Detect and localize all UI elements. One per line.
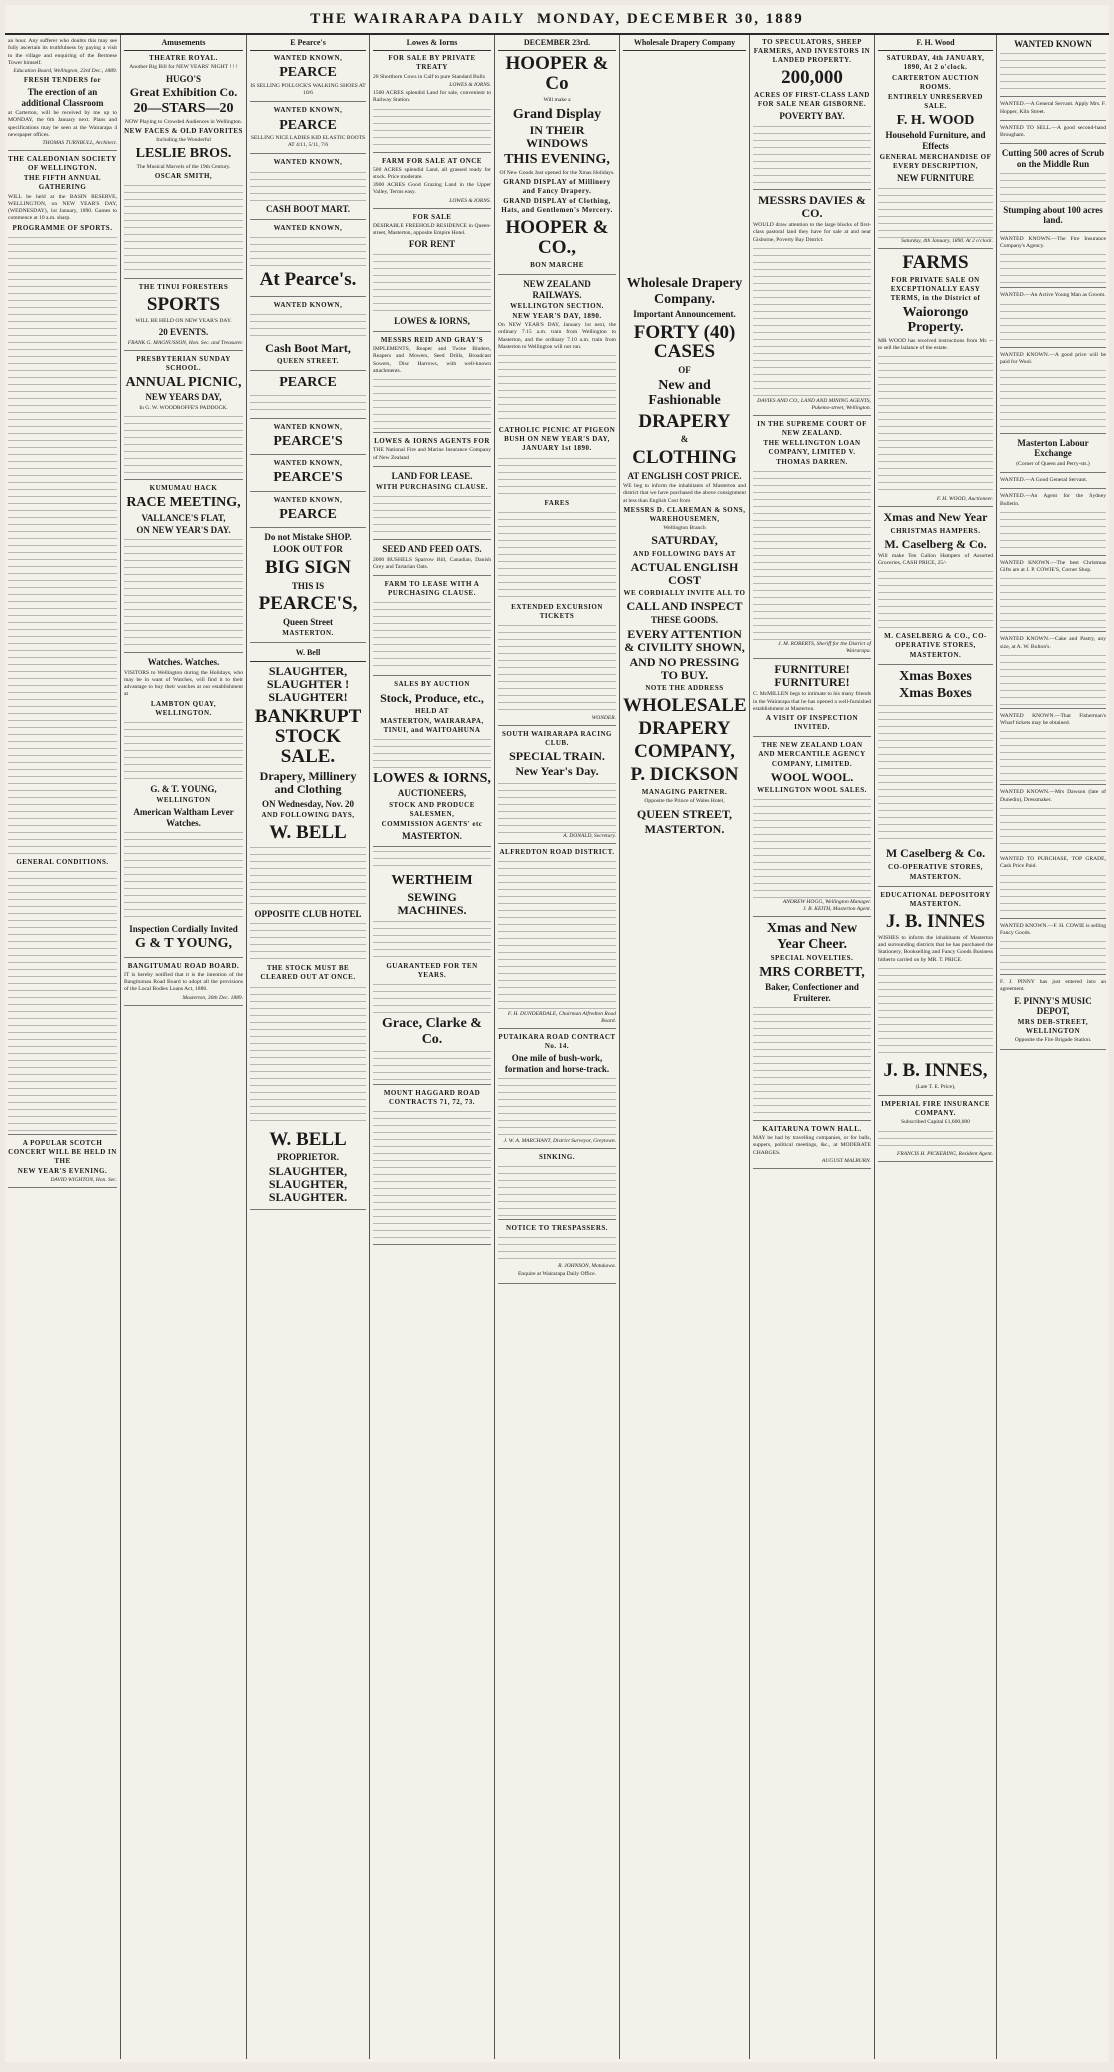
auction-sales-ad: SALES BY AUCTION Stock, Produce, etc., HELD AT MASTERTON, WAIRARAPA, TINUI, and WAITOAHUNA LOWES & IORNS, AUCTIONEERS, STOCK AND PRODUCE SALESMEN, COMMISSION AGENTS' etc MASTERTON. [373, 680, 491, 847]
column-heading: Wholesale Drapery Company [623, 37, 746, 51]
railways-notice: NEW ZEALAND RAILWAYS. WELLINGTON SECTION. NEW YEAR'S DAY, 1890. On NEW YEAR'S DAY, January 1st next, the ordinary 7.15 a.m. train from Wellington to Masterton, and the ordinary 7.10 a.m. train from Masterton to Wellington will not run. CATHOLIC PICNIC AT PIGEON BUSH ON NEW YEAR'S DAY, JANUARY 1st 1890. FARES EXTENDED EXCURSION TICKETS WONDER. [498, 279, 616, 726]
bankrupt-stock-ad: SLAUGHTER, SLAUGHTER ! SLAUGHTER! BANKRUPT STOCK SALE. Drapery, Millinery and Clothing ON Wednesday, Nov. 20 AND FOLLOWING DAYS, W. BELL OPPOSITE CLUB HOTEL THE STOCK MUST BE CLEARED OUT AT ONCE. W. BELL PROPRIETOR. SLAUGHTER, SLAUGHTER, SLAUGHTER. [250, 665, 366, 1211]
farms-ad: FARMS FOR PRIVATE SALE ON EXCEPTIONALLY EASY TERMS, in the District of Waiorongo Property. MR WOOD has received instructions from Mr. -- to sell the balance of the estate. F. H. WOOD, Auctioneer. [878, 253, 993, 508]
residence-sale-ad: FOR SALE DESIRABLE FREEHOLD RESIDENCE in Queen-street, Masterton, opposite Empire Hotel. FOR RENT LOWES & IORNS, [373, 213, 491, 332]
auction-rooms-ad: SATURDAY, 4th JANUARY, 1890, At 2 o'clock. CARTERTON AUCTION ROOMS. ENTIRELY UNRESERVED SALE. F. H. WOOD Household Furniture, and Effects GENERAL MERCHANDISE OF EVERY DESCRIPTION, NEW FURNITURE Saturday, 4th January, 1890. At 2 o'clock. [878, 54, 993, 248]
furniture-ad: FURNITURE! FURNITURE! C. McMILLEN begs to intimate to his many friends in the Wairarapa that he has opened a well-furnished establishment at Masterton. A VISIT OF INSPECTION INVITED. [753, 663, 871, 737]
column-6-wholesale-drapery [620, 35, 750, 2059]
hooper-display-ad: HOOPER & Co Will make a Grand Display IN THEIR WINDOWS THIS EVENING, Of New Goods Just opened for the Xmas Holidays. GRAND DISPLAY of Millinery and Fancy Drapery. GRAND DISPLAY of Clothing, Hats, and Gentlemen's Mercery. HOOPER & CO., BON MARCHE [498, 54, 616, 275]
pearce-ad-5: WANTED KNOWN, Cash Boot Mart, QUEEN STREET. [250, 301, 366, 371]
wanted-5: WANTED KNOWN.—A good price will be paid for Wool. [1000, 352, 1106, 435]
column-2-amusements [121, 35, 247, 2059]
wholesale-drapery-ad: Wholesale Drapery Company. Important Announcement. FORTY (40) CASES OF New and Fashionable DRAPERY & CLOTHING AT ENGLISH COST PRICE. WE beg to inform the inhabitants of Masterton and district that we have purchased the above consignment at less than English Cost from MESSRS D. CLAREMAN & SONS, WAREHOUSEMEN, Wellington Branch SATURDAY, AND FOLLOWING DAYS AT ACTUAL ENGLISH COST WE CORDIALLY INVITE ALL TO CALL AND INSPECT THESE GOODS. EVERY ATTENTION & CIVILITY SHOWN, AND NO PRESSING TO BUY. NOTE THE ADDRESS WHOLESALE DRAPERY COMPANY, P. DICKSON MANAGING PARTNER. Opposite the Prince of Wales Hotel, QUEEN STREET, MASTERTON. [623, 276, 747, 836]
scrub-cutting-ad: Cutting 500 acres of Scrub on the Middle Run Stumping about 100 acres land. [1000, 148, 1106, 231]
w-bell-heading: W. Bell [250, 647, 366, 661]
big-sign-ad: Do not Mistake SHOP. LOOK OUT FOR BIG SIGN THIS IS PEARCE'S, Queen Street MASTERTON. [250, 532, 366, 643]
sewing-machines-ad: WERTHEIM SEWING MACHINES. GUARANTEED FOR TEN YEARS. Grace, Clarke & Co. [373, 851, 491, 1085]
watches-ad: Watches. Watches. VISITORS to Wellington during the Holidays, who may be in want of Watches, will find it to their advantage to buy their watches at our establishment at LAMBTON QUAY, WELLINGTON. G. & T. YOUNG, WELLINGTON American Waltham Lever Watches. Inspection Cordially Invited G & T YOUNG, [124, 657, 243, 957]
special-train-ad: SOUTH WAIRARAPA RACING CLUB. SPECIAL TRAIN. New Year's Day. A. DONALD, Secretary. [498, 730, 616, 844]
wanted-3: WANTED KNOWN.—The Fire Insurance Company's Agency. [1000, 236, 1106, 289]
wanted-4: WANTED.—An Active Young Man as Groom. [1000, 292, 1106, 347]
column-3-pearces [247, 35, 370, 2059]
pearce-ad-6: PEARCE [250, 375, 366, 418]
tinui-sports-ad: THE TINUI FORESTERS SPORTS WILL BE HELD ON NEW YEAR'S DAY. 20 EVENTS. FRANK G. MAGNUSSON, Hon. Sec. and Treasurer. [124, 283, 243, 351]
wanted-12: WANTED TO PURCHASE, TOP GRADE, Cash Price Paid. [1000, 856, 1106, 919]
pearce-ad-9: WANTED KNOWN, PEARCE [250, 496, 366, 528]
column-1 [5, 35, 121, 2059]
wanted-11: WANTED KNOWN.—Mrs Dawson (late of Dunedin), Dressmaker. [1000, 789, 1106, 852]
pearce-ad-1: WANTED KNOWN, PEARCE IS SELLING POLLOCK'S WALKING SHOES AT 10/6 [250, 54, 366, 102]
column-5-hooper [495, 35, 620, 2059]
insurance-ad: IMPERIAL FIRE INSURANCE COMPANY. Subscribed Capital £1,600,000 FRANCIS H. PICKERING, Resident Agent. [878, 1100, 993, 1162]
hampers-ad: Xmas and New Year CHRISTMAS HAMPERS. M. Caselberg & Co. Will make Ten Gallon Hampers of Assorted Groceries, CASH PRICE, 25/- M. CASELBERG & CO., CO-OPERATIVE STORES, MASTERTON. [878, 511, 993, 664]
wanted-known-ad: WANTED KNOWN [1000, 39, 1106, 97]
innes-ad: EDUCATIONAL DEPOSITORY MASTERTON. J. B. INNES WISHES to inform the inhabitants of Masterton and surrounding districts that he has purchased the Stationery, Bookselling and Fancy Goods Business hitherto carried on by MR. T. PRICE. J. B. INNES, (Late T. E. Price), [878, 891, 993, 1096]
opening-text: an hour. Any sufferer who doubts this may see fully ascertain its truthfulness by paying a visit to the village and enquiring of the Bermese Tower himself. [8, 38, 117, 66]
wanted-10: WANTED KNOWN.—That Fisherman's Wharf tickets may be obtained. [1000, 713, 1106, 786]
private-treaty-ad: FOR SALE BY PRIVATE TREATY 20 Shorthorn Cows in Calf to pure Standard Bulls LOWES & IORNS. 1500 ACRES splendid Land for sale, convenient to Railway Station. [373, 54, 491, 152]
column-heading: F. H. Wood [878, 37, 993, 51]
road-contract-ad: PUTAIKARA ROAD CONTRACT No. 14. One mile of bush-work, formation and horse-track. J. W. A. MARCHANT, District Surveyor, Greytown. [498, 1033, 616, 1149]
wanted-13: WANTED KNOWN.—F. H. COWIE is selling Fancy Goods. [1000, 923, 1106, 976]
theatre-royal-ad: THEATRE ROYAL. Another Big Bill for NEW YEARS' NIGHT ! ! ! HUGO'S Great Exhibition Co. 20—STARS—20 NOW Playing to Crowded Audiences in Wellington. NEW FACES & OLD FAVORITES Including the Wonderful LESLIE BROS. The Musical Marvels of the 19th Century. OSCAR SMITH, [124, 54, 243, 279]
road-board-notice: BANGITUMAU ROAD BOARD. IT is hereby notified that it is the intention of the Bangitumau Road Board to adopt all the provisions of the Local Bodies Loans Act, 1886. Masterton, 30th Dec. 1889. [124, 962, 243, 1006]
column-9-wanted [997, 35, 1109, 2059]
programme-text-block [8, 237, 117, 857]
pearce-ad-4: WANTED KNOWN, At Pearce's. [250, 224, 366, 297]
wanted-2: WANTED TO SELL.—A good second-hand Brougham. [1000, 125, 1106, 145]
implements-ad: MESSRS REID AND GRAY'S IMPLEMENTS, Reaper and Twine Binders, Reapers and Mowers, Seed Drills, Broadcast Sowers, Disc Harrows, with well-known attachments. [373, 336, 491, 433]
conditions-text-block [8, 871, 117, 1131]
caledonian-society-ad: THE CALEDONIAN SOCIETY OF WELLINGTON. THE FIFTH ANNUAL GATHERING WILL be held at the BASIN RESERVE, WELLINGTON, on NEW YEAR'S DAY, (WEDNESDAY), 1st January, 1890. Games to commence at 10 a.m. sharp. PROGRAMME OF SPORTS. GENERAL CONDITIONS. [8, 155, 117, 1135]
corbett-ad: Xmas and New Year Cheer. SPECIAL NOVELTIES. MRS CORBETT, Baker, Confectioner and Fruiterer. [753, 921, 871, 1121]
insurance-agents-ad: LOWES & IORNS AGENTS FOR THE National Fire and Marine Insurance Company of New Zealand [373, 437, 491, 467]
supreme-court-notice: IN THE SUPREME COURT OF NEW ZEALAND. THE WELLINGTON LOAN COMPANY, LIMITED V. THOMAS DARREN. J. M. ROBERTS, Sheriff for the District of Wairarapa. [753, 420, 871, 659]
wanted-8: WANTED KNOWN.—The best Christmas Gifts are at J. P. COWIE'S, Corner Shop. [1000, 560, 1106, 633]
masthead [5, 5, 1109, 35]
scotch-concert-ad: A POPULAR SCOTCH CONCERT WILL BE HELD IN THE NEW YEAR'S EVENING. DAVID WIGHTON, Hon. Sec. [8, 1139, 117, 1189]
davies-ad: MESSRS DAVIES & CO. WOULD draw attention to the large blocks of first-class pastoral land they have for sale at and near Gisborne, Poverty Bay District. DAVIES AND CO., LAND AND MINING AGENTS, Pukemo-street, Wellington. [753, 194, 871, 416]
road-contracts-ad: MOUNT HAGGARD ROAD CONTRACTS 71, 72, 73. [373, 1089, 491, 1245]
seed-oats-ad: SEED AND FEED OATS. 2000 BUSHELS Sparrow Bill, Canadian, Danish Grey and Tartarian Oats. [373, 544, 491, 576]
column-7 [750, 35, 875, 2059]
column-heading: Amusements [124, 37, 243, 51]
newspaper-page [5, 5, 1109, 2062]
land-sale-ad: TO SPECULATORS, SHEEP FARMERS, AND INVESTORS IN LANDED PROPERTY. 200,000 ACRES OF FIRST-CLASS LAND FOR SALE NEAR GISBORNE. POVERTY BAY. [753, 38, 871, 190]
wanted-7: WANTED.—An Agent for the Sydney Bulletin. [1000, 493, 1106, 556]
trespassers-notice: NOTICE TO TRESPASSERS. R. JOHNSON, Motukawa. Enquire at Wairarapa Daily Office. [498, 1224, 616, 1284]
town-hall-ad: KAITARUNA TOWN HALL. MAY be had by travelling companies, or for balls, suppers, political meetings, &c., at MODERATE CHARGES. AUGUST MALBURN. [753, 1125, 871, 1169]
annual-picnic-ad: PRESBYTERIAN SUNDAY SCHOOL. ANNUAL PICNIC, NEW YEARS DAY, In G. W. WOODROFFE'S PADDOCK. [124, 355, 243, 480]
pearce-ad-8: WANTED KNOWN, PEARCE'S [250, 459, 366, 491]
xmas-boxes-ad: Xmas Boxes Xmas Boxes M Caselberg & Co. CO-OPERATIVE STORES, MASTERTON. [878, 669, 993, 887]
hack-race-ad: KUMUMAU HACK RACE MEETING, VALLANCE'S FLAT, ON NEW YEAR'S DAY. [124, 484, 243, 653]
column-heading: E Pearce's [250, 37, 366, 51]
pearce-ad-3: WANTED KNOWN, CASH BOOT MART. [250, 158, 366, 219]
column-8-fh-wood [875, 35, 997, 2059]
labour-exchange-ad: Masterton Labour Exchange (Corner of Queen and Perry-sts.) [1000, 438, 1106, 473]
wool-sales-ad: THE NEW ZEALAND LOAN AND MERCANTILE AGENCY COMPANY, LIMITED. WOOL WOOL. WELLINGTON WOOL SALES. ANDREW HOGG, Wellington Manager. J. B. KEITH, Masterton Agent. [753, 741, 871, 917]
farm-lease-ad: FARM TO LEASE WITH A PURCHASING CLAUSE. [373, 580, 491, 676]
land-lease-ad: LAND FOR LEASE. WITH PURCHASING CLAUSE. [373, 471, 491, 540]
education-board-notice: Education Board, Wellington, 23rd Dec., 1889. FRESH TENDERS for The erection of an additional Classroom at Carterton, will be received by me up to MONDAY, the 6th January next. Plans and specifications may be seen at the Wairarapa 4 newspaper offices. THOMAS TURNBULL, Architect. [8, 68, 117, 151]
sinking-ad: SINKING. [498, 1153, 616, 1220]
column-heading: Lowes & Iorns [373, 37, 491, 51]
farm-sale-ad: FARM FOR SALE AT ONCE 500 ACRES splendid Land, all grassed ready for stock. Price moderate. 3900 ACRES Good Grazing Land in the Upper Valley, Terms easy. LOWES & IORNS. [373, 157, 491, 209]
music-depot-ad: F. J. PINNY has just entered into an agreement. F. PINNY'S MUSIC DEPOT, MRS DEB-STREET, WELLINGTON Opposite the Fire Brigade Station. [1000, 979, 1106, 1050]
column-heading: DECEMBER 23rd. [498, 37, 616, 51]
masthead-date: THE WAIRARAPA DAILY MONDAY, DECEMBER 30, 1889 [310, 11, 804, 27]
alfredton-notice: ALFREDTON ROAD DISTRICT. F. H. DUNDERDALE, Chairman Alfredton Road Board. [498, 848, 616, 1029]
wanted-9: WANTED KNOWN.—Cake and Pastry, any size, at A. W. Bolton's. [1000, 636, 1106, 709]
column-4-lowes-iorns [370, 35, 495, 2059]
wanted-1: WANTED.—A General Servant. Apply Mrs. F. Hopper, Kiln Street. [1000, 101, 1106, 121]
wanted-6: WANTED.—A Good General Servant. [1000, 477, 1106, 489]
pearce-ad-7: WANTED KNOWN, PEARCE'S [250, 423, 366, 455]
pearce-ad-2: WANTED KNOWN, PEARCE SELLING NICE LADIES KID ELASTIC BOOTS AT 4/11, 5/11, 7/6 [250, 106, 366, 154]
